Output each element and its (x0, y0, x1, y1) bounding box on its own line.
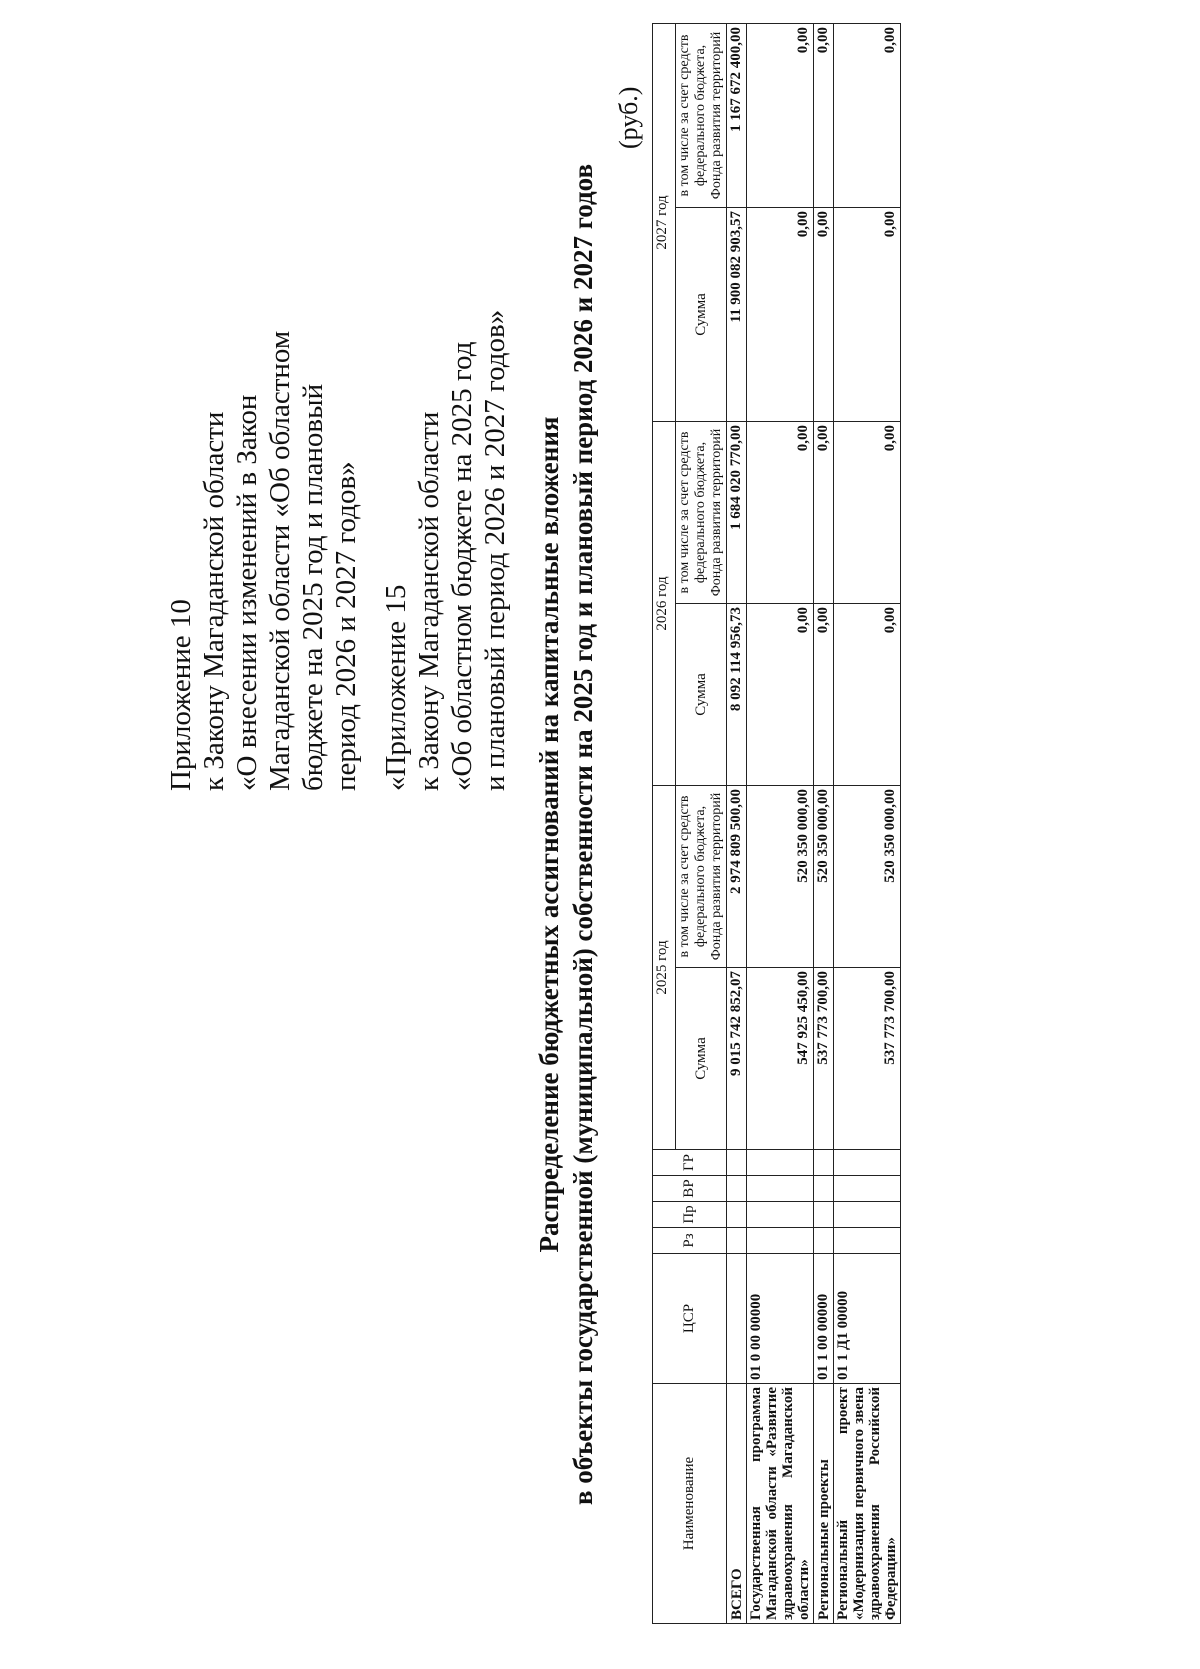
row-csr: 01 1 00 00000 (814, 1254, 834, 1384)
unit-label: (руб.) (614, 86, 643, 149)
appendix-15-line: «Об областном бюджете на 2025 год (446, 341, 478, 791)
table-row (814, 23, 834, 1623)
row-name: Государственная программа Магаданской области «Развитие здравоохранения Магаданской области» (747, 1384, 814, 1624)
row-gr (727, 1150, 747, 1176)
row-sum-2025: 9 015 742 852,07 (727, 968, 747, 1150)
row-sum-2026: 0,00 (834, 603, 901, 785)
row-name: ВСЕГО (727, 1384, 747, 1624)
header-fed-2027: в том числе за счет средств федерального бюджета, Фонда развития территорий (676, 23, 727, 207)
appendix-15-line: «Приложение 15 (380, 584, 412, 791)
appendix-15-line: и плановый период 2026 и 2027 годов» (479, 309, 511, 791)
row-sum-2027: 0,00 (834, 207, 901, 421)
table-row (747, 23, 814, 1623)
appendix-10-line: к Закону Магаданской области (198, 411, 230, 791)
row-pr (747, 1202, 814, 1228)
title-line-2: в объекты государственной (муниципальной) собственности на 2025 год и плановый период 2026 и 2027 годов (568, 163, 598, 1506)
row-fed-2025: 2 974 809 500,00 (727, 785, 747, 967)
header-fed-2026: в том числе за счет средств федерального бюджета, Фонда развития территорий (676, 421, 727, 603)
row-rz (834, 1228, 901, 1254)
header-sum-2027: Сумма (676, 207, 727, 421)
row-fed-2027: 0,00 (747, 23, 814, 207)
header-year-2027: 2027 год (653, 23, 676, 421)
row-fed-2026: 1 684 020 770,00 (727, 421, 747, 603)
appendix-15-line: к Закону Магаданской области (413, 411, 445, 791)
row-pr (834, 1202, 901, 1228)
allocation-table-wrapper (652, 24, 901, 1624)
row-sum-2027: 0,00 (747, 207, 814, 421)
row-sum-2027: 11 900 082 903,57 (727, 207, 747, 421)
row-fed-2026: 0,00 (834, 421, 901, 603)
row-sum-2025: 537 773 700,00 (814, 968, 834, 1150)
row-fed-2025: 520 350 000,00 (834, 785, 901, 967)
row-name: Региональные проекты (814, 1384, 834, 1624)
appendix-15-caption (380, 131, 512, 791)
row-vr (747, 1176, 814, 1202)
header-fed-2025: в том числе за счет средств федерального бюджета, Фонда развития территорий (676, 785, 727, 967)
header-year-2026: 2026 год (653, 421, 676, 785)
row-vr (834, 1176, 901, 1202)
row-pr (814, 1202, 834, 1228)
row-gr (814, 1150, 834, 1176)
header-pr: Пр (653, 1202, 727, 1228)
row-gr (747, 1150, 814, 1176)
row-sum-2026: 0,00 (747, 603, 814, 785)
row-pr (727, 1202, 747, 1228)
row-sum-2026: 8 092 114 956,73 (727, 603, 747, 785)
row-csr: 01 1 Д1 00000 (834, 1254, 901, 1384)
table-row (727, 23, 747, 1623)
row-gr (834, 1150, 901, 1176)
row-csr (727, 1254, 747, 1384)
row-name: Региональный проект «Модернизация первичного звена здравоохранения Российской Федерации» (834, 1384, 901, 1624)
header-vr: ВР (653, 1176, 727, 1202)
header-csr: ЦСР (653, 1254, 727, 1384)
row-sum-2026: 0,00 (814, 603, 834, 785)
row-rz (727, 1228, 747, 1254)
row-fed-2025: 520 350 000,00 (814, 785, 834, 967)
document-title (532, 30, 600, 1639)
row-vr (727, 1176, 747, 1202)
title-line-1: Распределение бюджетных ассигнований на капитальные вложения (534, 416, 564, 1253)
row-vr (814, 1176, 834, 1202)
table-row (834, 23, 901, 1623)
row-rz (814, 1228, 834, 1254)
row-sum-2027: 0,00 (814, 207, 834, 421)
row-fed-2026: 0,00 (814, 421, 834, 603)
header-sum-2025: Сумма (676, 968, 727, 1150)
appendix-10-line: Магаданской области «Об областном (264, 330, 296, 791)
row-csr: 01 0 00 00000 (747, 1254, 814, 1384)
row-fed-2025: 520 350 000,00 (747, 785, 814, 967)
allocation-table (652, 23, 901, 1624)
appendix-10-caption (165, 131, 363, 791)
appendix-10-line: Приложение 10 (165, 599, 197, 791)
row-fed-2026: 0,00 (747, 421, 814, 603)
row-fed-2027: 1 167 672 400,00 (727, 23, 747, 207)
header-sum-2026: Сумма (676, 603, 727, 785)
row-sum-2025: 547 925 450,00 (747, 968, 814, 1150)
appendix-10-line: период 2026 и 2027 годов» (330, 461, 362, 791)
appendix-10-line: «О внесении изменений в Закон (231, 394, 263, 791)
appendix-10-line: бюджете на 2025 год и плановый (297, 383, 329, 791)
row-fed-2027: 0,00 (834, 23, 901, 207)
header-rz: Рз (653, 1228, 727, 1254)
row-fed-2027: 0,00 (814, 23, 834, 207)
row-sum-2025: 537 773 700,00 (834, 968, 901, 1150)
header-name: Наименование (653, 1384, 727, 1624)
header-year-2025: 2025 год (653, 785, 676, 1149)
header-gr: ГР (653, 1150, 727, 1176)
row-rz (747, 1228, 814, 1254)
